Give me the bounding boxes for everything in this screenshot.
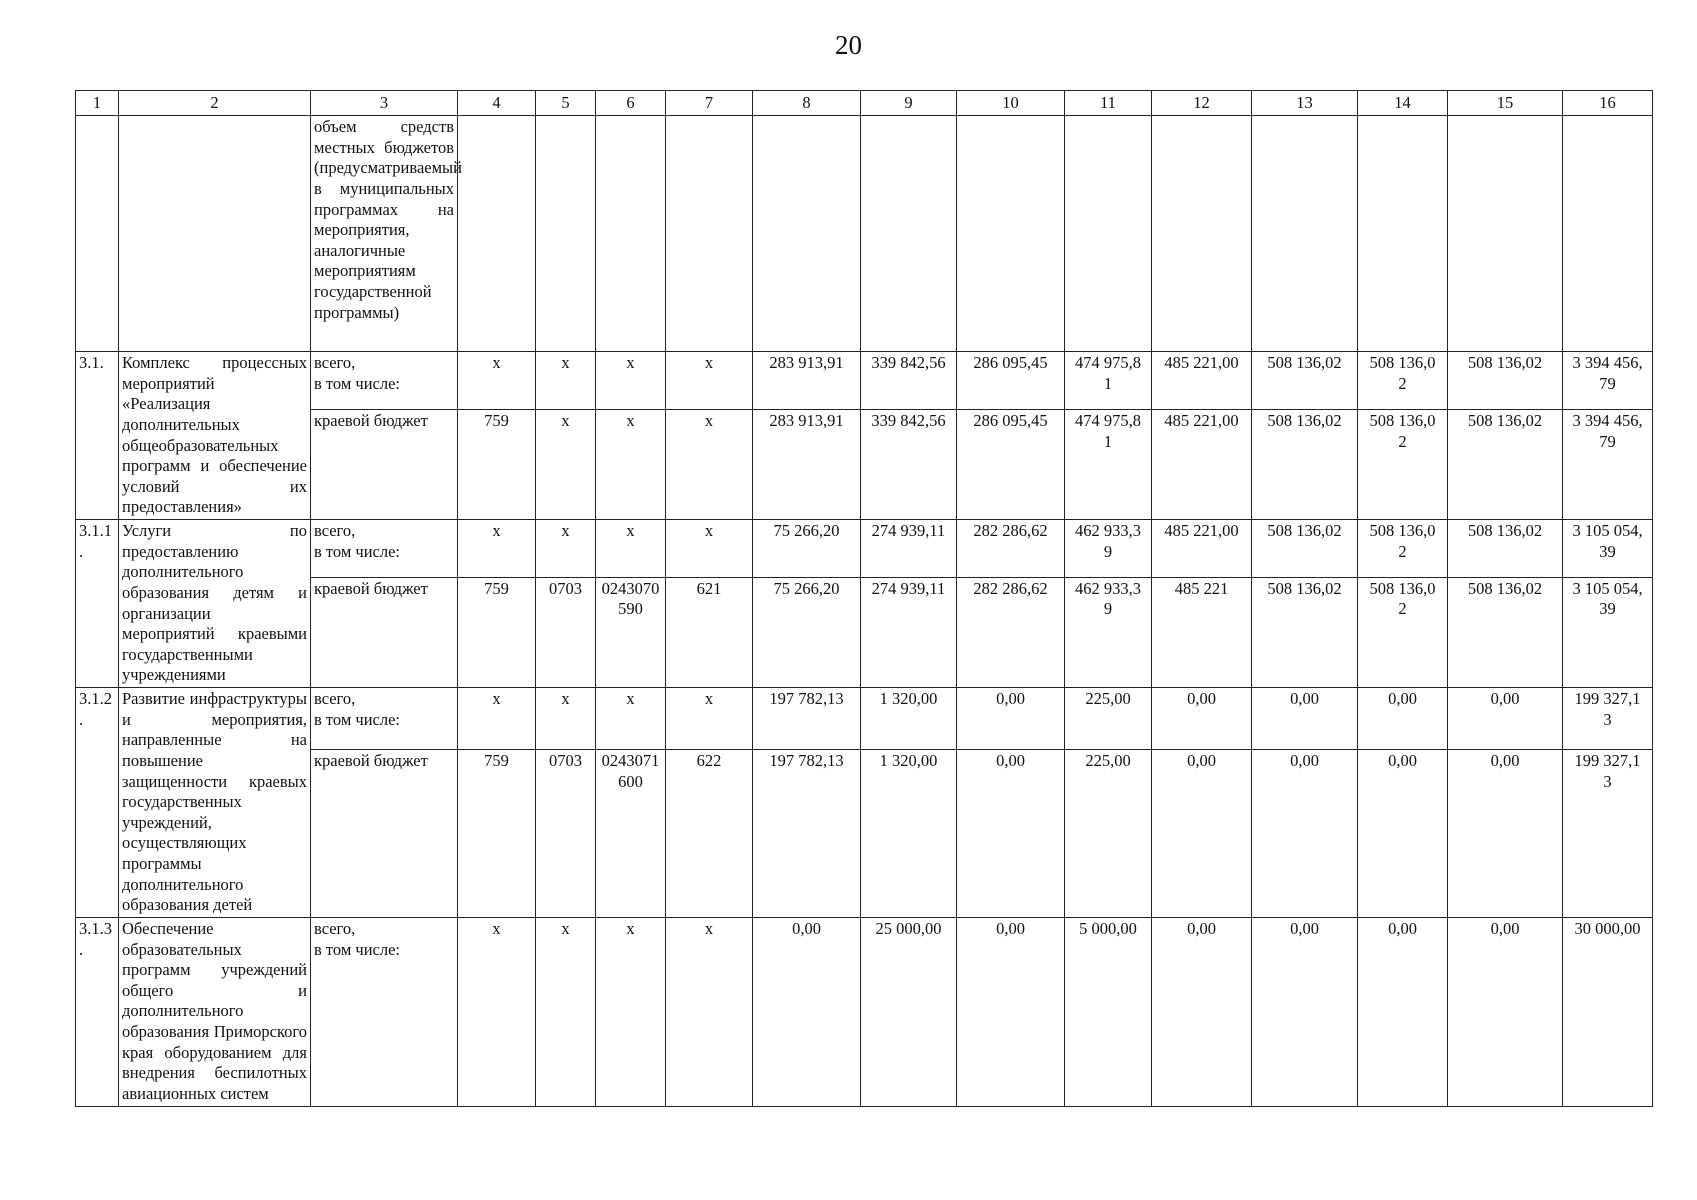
value-cell: x <box>458 352 536 410</box>
value-cell: 283 913,91 <box>753 352 861 410</box>
column-number: 11 <box>1065 91 1152 116</box>
item-name-cell: Обеспечение образовательных программ учреждений общего и дополнительного образования Приморского края оборудованием для внедрения беспилотных авиационных систем <box>119 917 311 1106</box>
table-cell <box>119 116 311 352</box>
value-cell: 0,00 <box>1358 688 1448 750</box>
column-number: 2 <box>119 91 311 116</box>
value-cell: 283 913,91 <box>753 410 861 520</box>
value-cell: 462 933,3 9 <box>1065 520 1152 578</box>
value-cell: 0,00 <box>1358 917 1448 1106</box>
value-cell: 0,00 <box>957 688 1065 750</box>
value-cell: 759 <box>458 749 536 917</box>
funding-source-cell: краевой бюджет <box>311 577 458 687</box>
value-cell: 75 266,20 <box>753 520 861 578</box>
item-name-cell: Услуги по предоставлению дополнительного образования детям и организации мероприятий краевыми государственными учреждениями <box>119 520 311 688</box>
column-number: 6 <box>596 91 666 116</box>
value-cell: 0,00 <box>1358 749 1448 917</box>
value-cell: 0,00 <box>1448 688 1563 750</box>
table-cell <box>596 116 666 352</box>
item-name-cell: Комплекс процессных мероприятий «Реализация дополнительных общеобразовательных программ и обеспечение условий их предоставления» <box>119 352 311 520</box>
value-cell: 621 <box>666 577 753 687</box>
funding-source-cell: краевой бюджет <box>311 749 458 917</box>
item-name-cell: Развитие инфраструктуры и мероприятия, направленные на повышение защищенности краевых государственных учреждений, осуществляющих программы дополнительного образования детей <box>119 688 311 918</box>
value-cell: 462 933,3 9 <box>1065 577 1152 687</box>
value-cell: 0,00 <box>1252 688 1358 750</box>
value-cell: 274 939,11 <box>861 577 957 687</box>
budget-table <box>75 90 1653 1107</box>
column-number: 12 <box>1152 91 1252 116</box>
column-number: 13 <box>1252 91 1358 116</box>
value-cell: x <box>536 917 596 1106</box>
funding-source-cell: всего, в том числе: <box>311 520 458 578</box>
table-row <box>76 917 1653 1106</box>
table-cell <box>1563 116 1653 352</box>
value-cell: x <box>536 520 596 578</box>
table-cell <box>536 116 596 352</box>
table-cell <box>1252 116 1358 352</box>
value-cell: x <box>596 917 666 1106</box>
value-cell: x <box>596 352 666 410</box>
value-cell: 199 327,1 3 <box>1563 749 1653 917</box>
value-cell: 0,00 <box>1252 749 1358 917</box>
value-cell: 0703 <box>536 577 596 687</box>
value-cell: 25 000,00 <box>861 917 957 1106</box>
column-number: 4 <box>458 91 536 116</box>
value-cell: 622 <box>666 749 753 917</box>
table-cell <box>76 116 119 352</box>
value-cell: x <box>596 410 666 520</box>
value-cell: x <box>666 352 753 410</box>
column-number: 5 <box>536 91 596 116</box>
value-cell: 3 394 456, 79 <box>1563 352 1653 410</box>
value-cell: 3 105 054, 39 <box>1563 577 1653 687</box>
value-cell: 282 286,62 <box>957 520 1065 578</box>
table-row <box>76 749 1653 917</box>
item-number-cell: 3.1. <box>76 352 119 520</box>
value-cell: x <box>666 410 753 520</box>
value-cell: 286 095,45 <box>957 352 1065 410</box>
table-row <box>76 410 1653 520</box>
column-number: 10 <box>957 91 1065 116</box>
value-cell: 759 <box>458 577 536 687</box>
value-cell: 3 394 456, 79 <box>1563 410 1653 520</box>
value-cell: 0,00 <box>753 917 861 1106</box>
value-cell: 286 095,45 <box>957 410 1065 520</box>
value-cell: 508 136,0 2 <box>1358 577 1448 687</box>
table-row <box>76 352 1653 410</box>
value-cell: 508 136,02 <box>1252 520 1358 578</box>
value-cell: 1 320,00 <box>861 749 957 917</box>
value-cell: 0,00 <box>1152 749 1252 917</box>
table-cell <box>753 116 861 352</box>
table-body <box>76 116 1653 1107</box>
column-number: 14 <box>1358 91 1448 116</box>
value-cell: 508 136,02 <box>1252 577 1358 687</box>
value-cell: 0,00 <box>957 917 1065 1106</box>
item-number-cell: 3.1.2 . <box>76 688 119 918</box>
value-cell: 274 939,11 <box>861 520 957 578</box>
value-cell: 197 782,13 <box>753 749 861 917</box>
column-number-row <box>76 91 1653 116</box>
value-cell: 508 136,0 2 <box>1358 352 1448 410</box>
value-cell: 485 221 <box>1152 577 1252 687</box>
table-cell <box>1448 116 1563 352</box>
value-cell: 197 782,13 <box>753 688 861 750</box>
table-row <box>76 577 1653 687</box>
value-cell: 3 105 054, 39 <box>1563 520 1653 578</box>
value-cell: 0243071 600 <box>596 749 666 917</box>
value-cell: 282 286,62 <box>957 577 1065 687</box>
value-cell: 0243070 590 <box>596 577 666 687</box>
value-cell: 339 842,56 <box>861 410 957 520</box>
value-cell: x <box>666 688 753 750</box>
page-number: 20 <box>835 30 862 60</box>
value-cell: 508 136,02 <box>1252 352 1358 410</box>
table-cell <box>1065 116 1152 352</box>
column-number: 15 <box>1448 91 1563 116</box>
value-cell: x <box>458 917 536 1106</box>
funding-source-cell: всего, в том числе: <box>311 688 458 750</box>
value-cell: 508 136,02 <box>1252 410 1358 520</box>
value-cell: 0,00 <box>1252 917 1358 1106</box>
value-cell: x <box>458 520 536 578</box>
table-cell <box>666 116 753 352</box>
value-cell: 485 221,00 <box>1152 410 1252 520</box>
value-cell: 508 136,02 <box>1448 520 1563 578</box>
value-cell: 30 000,00 <box>1563 917 1653 1106</box>
funding-source-cell: всего, в том числе: <box>311 917 458 1106</box>
value-cell: x <box>596 520 666 578</box>
column-number: 1 <box>76 91 119 116</box>
value-cell: 225,00 <box>1065 688 1152 750</box>
item-number-cell: 3.1.3 . <box>76 917 119 1106</box>
column-number: 3 <box>311 91 458 116</box>
value-cell: 759 <box>458 410 536 520</box>
value-cell: 508 136,02 <box>1448 577 1563 687</box>
table-cell <box>458 116 536 352</box>
column-number: 9 <box>861 91 957 116</box>
funding-source-cell: краевой бюджет <box>311 410 458 520</box>
column-number: 8 <box>753 91 861 116</box>
value-cell: 474 975,8 1 <box>1065 410 1152 520</box>
table-cell <box>1152 116 1252 352</box>
value-cell: 485 221,00 <box>1152 352 1252 410</box>
value-cell: 0,00 <box>1152 917 1252 1106</box>
value-cell: x <box>596 688 666 750</box>
value-cell: 485 221,00 <box>1152 520 1252 578</box>
value-cell: x <box>536 410 596 520</box>
table-cell <box>861 116 957 352</box>
value-cell: 0,00 <box>1448 749 1563 917</box>
value-cell: x <box>666 520 753 578</box>
value-cell: 474 975,8 1 <box>1065 352 1152 410</box>
value-cell: 508 136,02 <box>1448 352 1563 410</box>
value-cell: 1 320,00 <box>861 688 957 750</box>
value-cell: 75 266,20 <box>753 577 861 687</box>
table-cell <box>957 116 1065 352</box>
value-cell: 0,00 <box>1448 917 1563 1106</box>
value-cell: 225,00 <box>1065 749 1152 917</box>
funding-source-cell: объем средств местных бюджетов (предусматриваемый в муниципальных программах на мероприятия, аналогичные мероприятиям государственной программы) <box>311 116 458 352</box>
item-number-cell: 3.1.1 . <box>76 520 119 688</box>
funding-source-cell: всего, в том числе: <box>311 352 458 410</box>
value-cell: 339 842,56 <box>861 352 957 410</box>
table-row <box>76 688 1653 750</box>
intro-row <box>76 116 1653 352</box>
value-cell: 0,00 <box>1152 688 1252 750</box>
value-cell: 0,00 <box>957 749 1065 917</box>
value-cell: 5 000,00 <box>1065 917 1152 1106</box>
value-cell: 508 136,02 <box>1448 410 1563 520</box>
value-cell: x <box>536 352 596 410</box>
value-cell: 199 327,1 3 <box>1563 688 1653 750</box>
column-number: 7 <box>666 91 753 116</box>
value-cell: 508 136,0 2 <box>1358 520 1448 578</box>
value-cell: 508 136,0 2 <box>1358 410 1448 520</box>
value-cell: x <box>458 688 536 750</box>
column-number: 16 <box>1563 91 1653 116</box>
table-cell <box>1358 116 1448 352</box>
value-cell: x <box>536 688 596 750</box>
value-cell: 0703 <box>536 749 596 917</box>
value-cell: x <box>666 917 753 1106</box>
table-row <box>76 520 1653 578</box>
